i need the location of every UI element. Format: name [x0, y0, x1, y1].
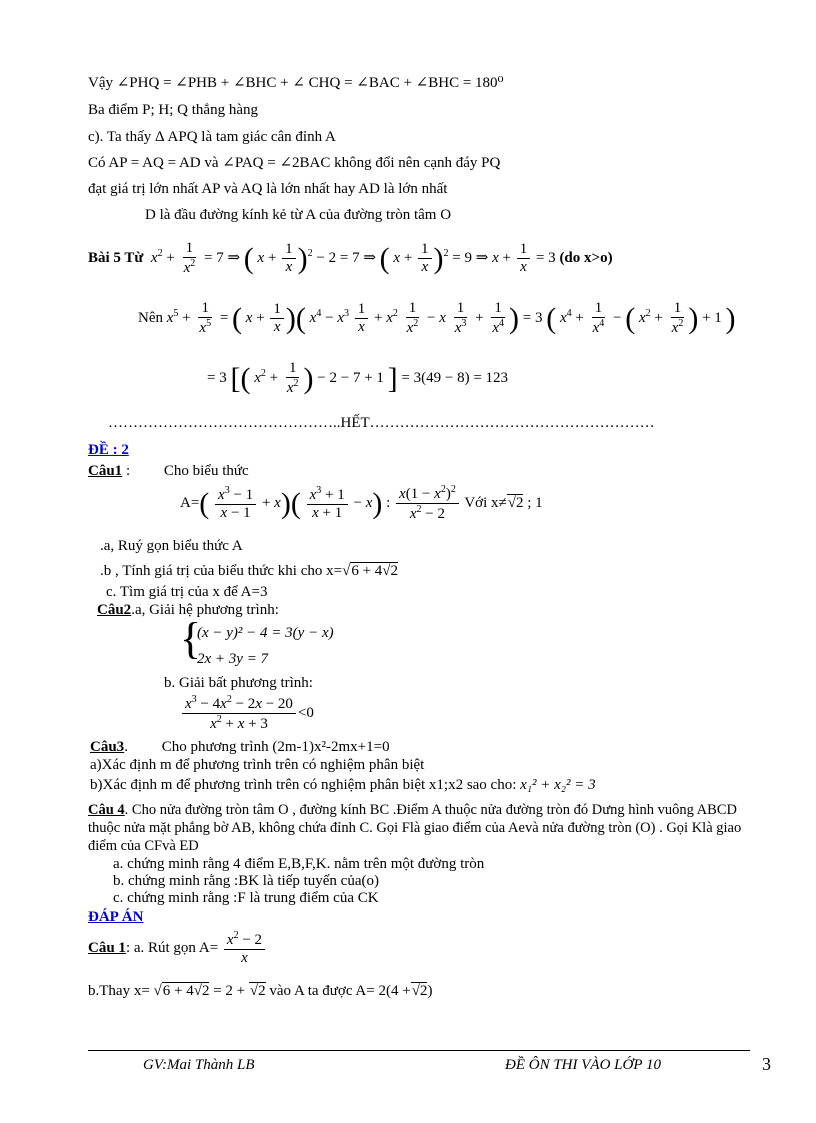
footer-author: GV:Mai Thành LB — [143, 1057, 255, 1073]
question-label: Câu2 — [97, 602, 132, 618]
text-line: c). Ta thấy Δ APQ là tam giác cân đỉnh A — [88, 129, 336, 145]
nen-equation: Nên $x^5$ + $\frac{1}{x^5}$ = ( x + $\frac{1}{x}$ )( $x^4 - x^3$ $\frac{1}{x}$ + $x^2$ $\frac{1}{x^2}$ − x $\frac{1}{x^3}$ + $\frac{1}{x^4}$ ) = 3 ( $x^4$ + $\frac{1}{x^4}$ − ( $x^2$ + $\frac{1}{x^2}$ ) + 1 ) — [138, 300, 736, 337]
expression-A: A=( $\frac{x^3 - 1}{x - 1}$ + x)( $\frac{x^3 + 1}{x + 1}$ − x) : $\frac{x(1 - x^2)^2}{x^2 - 2}$ Với x≠√2 ; 1 — [180, 484, 543, 523]
question-2: Câu2.a, Giải hệ phương trình: — [97, 602, 279, 618]
answer-1b: b.Thay x= √6 + 4√2 = 2 + √2 vào A ta được A= 2(4 +√2) — [88, 983, 433, 999]
question-item: a)Xác định m để phương trình trên có nghiệm phân biệt — [90, 757, 425, 773]
answer-heading: ĐÁP ÁN — [88, 909, 144, 925]
inequality: $\frac{x^3 - 4x^2 - 2x - 20}{x^2 + x + 3}$ <0 — [180, 694, 314, 734]
footer-title: ĐỀ ÔN THI VÀO LỚP 10 — [505, 1057, 661, 1073]
text-line: Ba điểm P; H; Q thẳng hàng — [88, 102, 258, 118]
question-3: Câu3. Cho phương trình (2m-1)x²-2mx+1=0 — [90, 739, 390, 755]
answer-1a: Câu 1: a. Rút gọn A= $\frac{x^2 - 2}{x}$ — [88, 930, 267, 968]
question-item: b. Giải bất phương trình: — [164, 675, 313, 691]
question-item: c. chứng minh rằng :F là trung điểm của CK — [113, 890, 379, 906]
question-1: Câu1 : Cho biểu thức — [88, 463, 249, 479]
text-line: đạt giá trị lớn nhất AP và AQ là lớn nhất hay AD là lớn nhất — [88, 181, 448, 197]
question-4: Câu 4. Cho nửa đường tròn tâm O , đường kính BC .Điểm A thuộc nửa đường tròn đó Dưng hình vuông ABCD — [88, 802, 737, 818]
question-item: .b , Tính giá trị của biểu thức khi cho x=√6 + 4√2 — [100, 563, 399, 579]
question-label: Câu 4 — [88, 802, 125, 818]
end-divider: ………………………………………..HẾT………………………………………………… — [108, 415, 655, 431]
question-item: c. Tìm giá trị của x để A=3 — [106, 584, 268, 600]
footer-rule — [88, 1050, 750, 1051]
text-line: thuộc nửa mặt phẳng bờ AB, không chứa đỉnh C. Gọi Flà giao điểm của Aevà nửa đường tròn (O) . Gọi Klà giao — [88, 820, 742, 836]
system-eq-2: 2x + 3y = 7 — [197, 651, 269, 667]
text-line: D là đầu đường kính kẻ từ A của đường tròn tâm O — [145, 207, 452, 223]
bai5-equation: Bài 5 Từ $x^2$ + $\frac{1}{x^2}$ = 7 ⇒ ( x + $\frac{1}{x}$ )$^2$ − 2 = 7 ⇒ ( x + $\frac{1}{x}$ )$^2$ = 9 ⇒ x + $\frac{1}{x}$ = 3 (do x>o) — [88, 240, 613, 277]
system-eq-1: (x − y)² − 4 = 3(y − x) — [197, 625, 334, 641]
page-number: 3 — [762, 1054, 771, 1074]
question-label: Câu3 — [90, 739, 125, 755]
result-text: = 3(49 − 8) = 123 — [401, 370, 509, 387]
question-item: b)Xác định m để phương trình trên có nghiệm phân biệt x1;x2 sao cho: x₁² + x₂² = 3 — [90, 777, 596, 793]
question-item: a. chứng minh rằng 4 điểm E,B,F,K. nằm trên một đường tròn — [113, 856, 485, 872]
bai5-label: Bài 5 Từ — [88, 250, 144, 267]
text-line: Vậy ∠PHQ = ∠PHB + ∠BHC + ∠ CHQ = ∠BAC + ∠BHC = 180⁰ — [88, 75, 504, 91]
text-line: điểm của CFvà ED — [88, 838, 199, 854]
nen-label: Nên — [138, 310, 163, 327]
result-equation: = 3 [( $x^2$ + $\frac{1}{x^2}$ ) − 2 − 7 + 1 ] = 3(49 − 8) = 123 — [207, 360, 509, 397]
section-heading: ĐỀ : 2 — [88, 442, 129, 458]
question-label: Câu1 — [88, 463, 123, 479]
text-line: Có AP = AQ = AD và ∠PAQ = ∠2BAC không đổi nên cạnh đáy PQ — [88, 155, 501, 171]
system-brace: { — [180, 614, 202, 663]
question-item: b. chứng minh rằng :BK là tiếp tuyến của(o) — [113, 873, 379, 889]
question-item: .a, Ruý gọn biểu thức A — [100, 538, 243, 554]
bai5-note: (do x>o) — [559, 250, 613, 267]
